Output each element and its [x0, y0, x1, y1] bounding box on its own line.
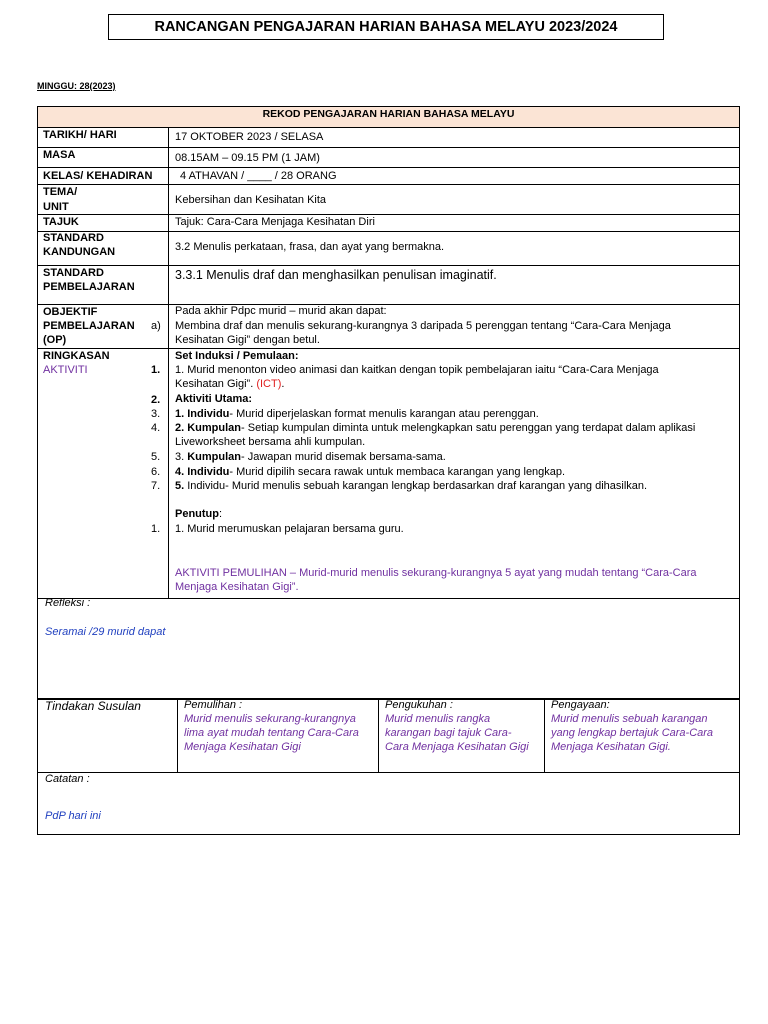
utama-item-2: 2. Kumpulan- Setiap kumpulan diminta untuk melengkapkan satu perenggan yang terdapat dalam aplikasi	[175, 422, 696, 434]
week-label: MINGGU: 28(2023)	[37, 81, 116, 91]
op-line-3: Kesihatan Gigi” dengan betul.	[175, 334, 320, 346]
kelas-label: KELAS/ KEHADIRAN	[43, 170, 153, 182]
op-label-2: PEMBELAJARAN	[43, 320, 135, 332]
sk-label-2: KANDUNGAN	[43, 246, 116, 258]
op-line-2: Membina draf dan menulis sekurang-kurangnya 3 daripada 5 perenggan tentang “Cara-Cara Menjaga	[175, 320, 671, 332]
tema-label: TEMA/	[43, 186, 78, 198]
induksi-line-2: Kesihatan Gigi”. (ICT).	[175, 378, 285, 390]
penutup-title: Penutup:	[175, 508, 223, 520]
op-line-1: Pada akhir Pdpc murid – murid akan dapat:	[175, 305, 387, 317]
step-num-4: 4.	[151, 422, 161, 434]
step-num-7: 7.	[151, 480, 161, 492]
aktiviti-label-1: RINGKASAN	[43, 350, 110, 362]
pengukuhan-title: Pengukuhan :	[385, 699, 453, 711]
penutup-item-1: 1. Murid merumuskan pelajaran bersama guru.	[175, 523, 404, 535]
pemulihan-line-1: AKTIVITI PEMULIHAN – Murid-murid menulis sekurang-kurangnya 5 ayat yang mudah tentang “Cara-Cara	[175, 567, 697, 579]
aktiviti-label-2: AKTIVITI	[43, 364, 88, 376]
catatan-section	[37, 772, 740, 835]
tarikh-label: TARIKH/ HARI	[43, 129, 117, 141]
utama-item-2-cont: Liveworksheet bersama ahli kumpulan.	[175, 436, 366, 448]
step-num-8: 1.	[151, 523, 161, 535]
step-num-2: 2.	[151, 394, 161, 406]
utama-item-4: 4. Individu- Murid dipilih secara rawak untuk membaca karangan yang lengkap.	[175, 466, 566, 478]
step-num-3: 3.	[151, 408, 161, 420]
pemulihan-title: Pemulihan :	[184, 699, 243, 711]
step-num-6: 6.	[151, 466, 161, 478]
table-header: REKOD PENGAJARAN HARIAN BAHASA MELAYU	[262, 108, 515, 120]
document-title: RANCANGAN PENGAJARAN HARIAN BAHASA MELAYU 2023/2024	[108, 14, 664, 40]
step-num-5: 5.	[151, 451, 161, 463]
sk-value: 3.2 Menulis perkataan, frasa, dan ayat yang bermakna.	[175, 241, 445, 253]
pemulihan-line-2: Menjaga Kesihatan Gigi”.	[175, 581, 299, 593]
utama-item-1: 1. Individu- Murid diperjelaskan format menulis karangan atau perenggan.	[175, 408, 539, 420]
utama-title: Aktiviti Utama:	[175, 393, 253, 405]
sp-label-2: PEMBELAJARAN	[43, 281, 135, 293]
masa-value: 08.15AM – 09.15 PM (1 JAM)	[175, 152, 320, 164]
sp-label-1: STANDARD	[43, 267, 104, 279]
op-label-1: OBJEKTIF	[43, 306, 98, 318]
ict-tag: (ICT)	[256, 378, 282, 390]
refleksi-section	[37, 598, 740, 700]
pengukuhan-text: Murid menulis rangka karangan bagi tajuk Cara-Cara Menjaga Kesihatan Gigi	[385, 713, 529, 753]
sp-value: 3.3.1 Menulis draf dan menghasilkan penulisan imaginatif.	[175, 268, 497, 282]
sk-label-1: STANDARD	[43, 232, 104, 244]
induksi-title: Set Induksi / Pemulaan:	[175, 350, 299, 362]
op-label-3: (OP)	[43, 334, 67, 346]
step-num-1: 1.	[151, 364, 161, 376]
refleksi-label: Refleksi :	[45, 597, 91, 609]
tajuk-label: TAJUK	[43, 216, 79, 228]
induksi-line-1: 1. Murid menonton video animasi dan kaitkan dengan topik pembelajaran iaitu “Cara-Cara Menjaga	[175, 364, 659, 376]
unit-label: UNIT	[43, 201, 69, 213]
refleksi-text: Seramai /29 murid dapat	[45, 626, 166, 638]
pemulihan-text: Murid menulis sekurang-kurangnya lima ayat mudah tentang Cara-Cara Menjaga Kesihatan Gigi	[184, 713, 359, 753]
tarikh-value: 17 OKTOBER 2023 / SELASA	[175, 131, 324, 143]
tema-value: Kebersihan dan Kesihatan Kita	[175, 194, 327, 206]
masa-label: MASA	[43, 149, 76, 161]
pengayaan-text: Murid menulis sebuah karangan yang lengkap bertajuk Cara-Cara Menjaga Kesihatan Gigi.	[551, 713, 714, 753]
catatan-text: PdP hari ini	[45, 810, 101, 822]
pengayaan-title: Pengayaan:	[551, 699, 610, 711]
utama-item-5: 5. Individu- Murid menulis sebuah karangan lengkap berdasarkan draf karangan yang dihasilkan.	[175, 480, 648, 492]
utama-item-3: 3. Kumpulan- Jawapan murid disemak bersama-sama.	[175, 451, 446, 463]
tindakan-label: Tindakan Susulan	[45, 699, 141, 713]
tajuk-value: Tajuk: Cara-Cara Menjaga Kesihatan Diri	[175, 216, 375, 228]
kelas-value: 4 ATHAVAN / ____ / 28 ORANG	[180, 170, 337, 182]
catatan-label: Catatan :	[45, 773, 90, 785]
op-label-2b: a)	[151, 320, 161, 332]
